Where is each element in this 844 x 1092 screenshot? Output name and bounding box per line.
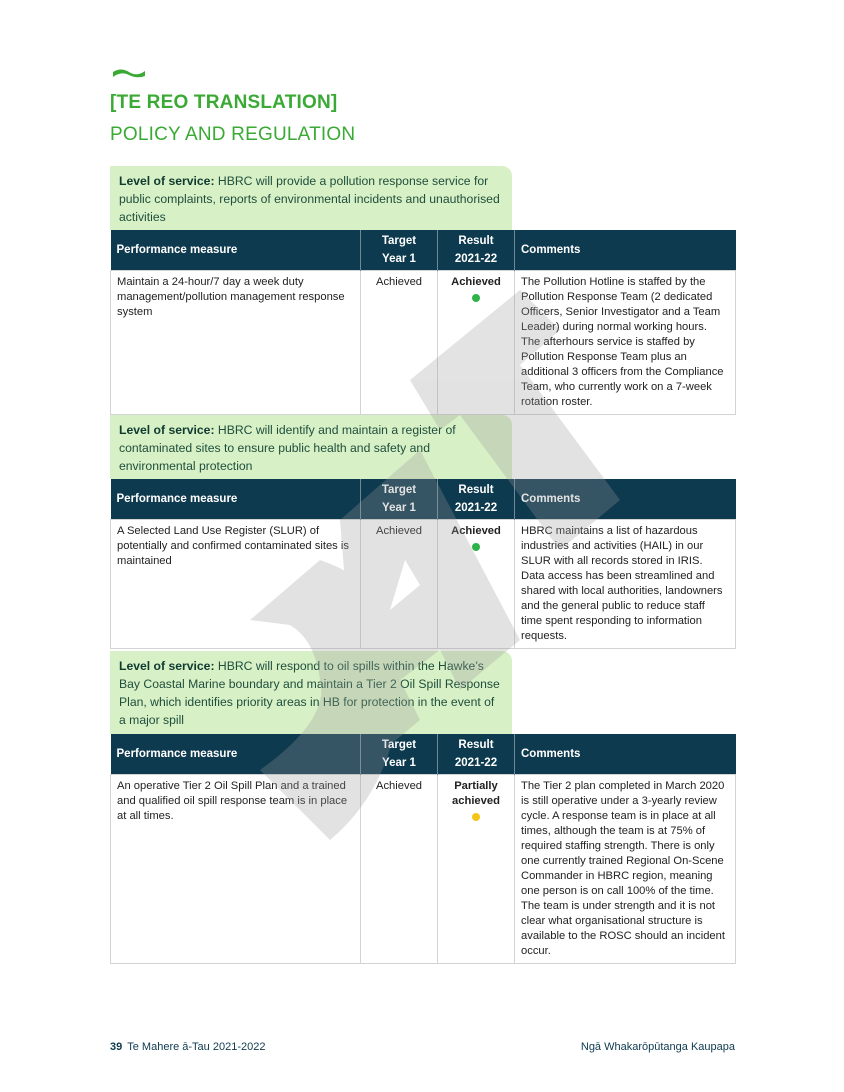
brand-wave-icon bbox=[112, 66, 146, 80]
result-text: Achieved bbox=[451, 276, 501, 288]
table-header-row bbox=[111, 479, 736, 520]
los-text: HBRC will respond to oil spills within the Hawke’s Bay Coastal Marine boundary and maintain a Tier 2 Oil Spill Response Plan, which identifies priority areas in HB for protection in the event of a major spill bbox=[119, 659, 500, 727]
level-of-service-box bbox=[110, 166, 512, 230]
header-result: Result 2021-22 bbox=[438, 230, 515, 271]
measure-cell: A Selected Land Use Register (SLUR) of potentially and confirmed contaminated sites is maintained bbox=[111, 520, 361, 649]
header-comments: Comments bbox=[515, 734, 736, 775]
footer-left bbox=[110, 1041, 265, 1053]
result-text: Achieved bbox=[451, 525, 501, 537]
header-target: Target Year 1 bbox=[361, 479, 438, 520]
los-label: Level of service: bbox=[119, 423, 215, 437]
page-title: [TE REO TRANSLATION] bbox=[110, 92, 338, 113]
level-of-service-box bbox=[110, 415, 512, 479]
header-target: Target Year 1 bbox=[361, 734, 438, 775]
measure-cell: Maintain a 24-hour/7 day a week duty management/pollution management response system bbox=[111, 271, 361, 415]
header-target: Target Year 1 bbox=[361, 230, 438, 271]
header-result: Result 2021-22 bbox=[438, 479, 515, 520]
performance-table bbox=[110, 479, 736, 649]
table-header-row bbox=[111, 230, 736, 271]
table-row bbox=[111, 271, 736, 415]
comments-cell: The Tier 2 plan completed in March 2020 is still operative under a 3-yearly review cycle. A response team is in place at all times, although the team is at 75% of required staffing strength. There is only one currently trained Regional On-Scene Commander in HBRC region, meaning one person is on call 100% of the time. The team is under strength and it is not clear what organisational structure is available to the ROSC should an incident occur. bbox=[515, 775, 736, 964]
table-row bbox=[111, 775, 736, 964]
status-dot-icon bbox=[472, 813, 480, 821]
result-cell bbox=[438, 520, 515, 649]
measure-cell: An operative Tier 2 Oil Spill Plan and a trained and qualified oil spill response team is in place at all times. bbox=[111, 775, 361, 964]
table-row bbox=[111, 520, 736, 649]
footer-section-title: Ngā Whakarōpūtanga Kaupapa bbox=[580, 1041, 735, 1053]
header-result: Result 2021-22 bbox=[438, 734, 515, 775]
header-measure: Performance measure bbox=[111, 230, 361, 271]
los-text: HBRC will provide a pollution response service for public complaints, reports of environmental incidents and unauthorised activities bbox=[119, 174, 500, 224]
result-text: Partially achieved bbox=[452, 780, 500, 807]
header-measure: Performance measure bbox=[111, 734, 361, 775]
target-cell: Achieved bbox=[361, 775, 438, 964]
footer-document-title: Te Mahere ā-Tau 2021-2022 bbox=[127, 1041, 266, 1053]
result-cell bbox=[438, 775, 515, 964]
result-cell bbox=[438, 271, 515, 415]
header-comments: Comments bbox=[515, 479, 736, 520]
target-cell: Achieved bbox=[361, 271, 438, 415]
performance-table bbox=[110, 734, 736, 964]
header-comments: Comments bbox=[515, 230, 736, 271]
level-of-service-box bbox=[110, 651, 512, 734]
header-measure: Performance measure bbox=[111, 479, 361, 520]
comments-cell: The Pollution Hotline is staffed by the Pollution Response Team (2 dedicated Officers, Senior Investigator and a Team Leader) during normal working hours. The afterhours service is staffed by Pollution Response Team plus an additional 3 officers from the Compliance Team, who currently work on a 7-week rotation roster. bbox=[515, 271, 736, 415]
page-number: 39 bbox=[110, 1041, 123, 1053]
page-subtitle: POLICY AND REGULATION bbox=[110, 124, 356, 145]
table-header-row bbox=[111, 734, 736, 775]
los-text: HBRC will identify and maintain a register of contaminated sites to ensure public health and safety and environmental protection bbox=[119, 423, 456, 473]
target-cell: Achieved bbox=[361, 520, 438, 649]
status-dot-icon bbox=[472, 294, 480, 302]
status-dot-icon bbox=[472, 543, 480, 551]
los-label: Level of service: bbox=[119, 174, 215, 188]
performance-table bbox=[110, 230, 736, 415]
comments-cell: HBRC maintains a list of hazardous industries and activities (HAIL) in our SLUR with all records stored in IRIS. Data access has been streamlined and shared with local authorities, landowners and the general public to reduce staff time spent responding to information requests. bbox=[515, 520, 736, 649]
los-label: Level of service: bbox=[119, 659, 215, 673]
